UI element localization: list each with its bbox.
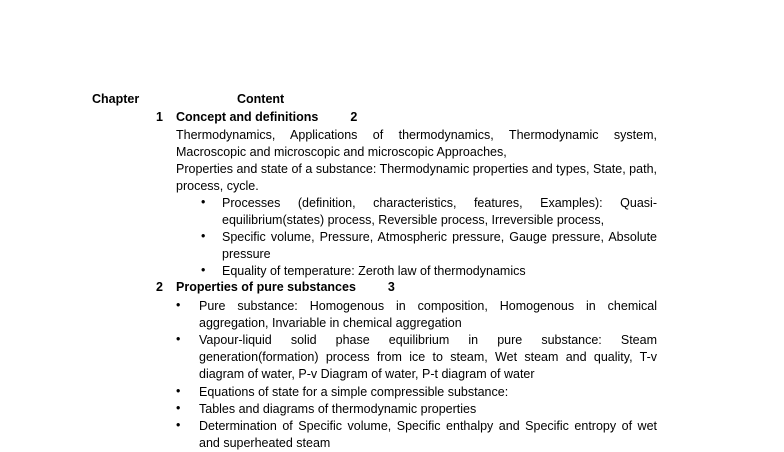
section-1-number: 1 [156,110,163,124]
section-2-bullet-1: Pure substance: Homogenous in composition, Homogenous in chemical aggregation, Invariable in chemical aggregation [199,299,657,330]
chapter-column-header: Chapter [92,92,140,106]
section-2-heading [176,280,395,294]
bullet-dot: • [176,418,181,432]
section-1-heading [176,110,357,124]
section-1-title: Concept and definitions [176,110,319,124]
bullet-dot: • [176,332,181,346]
section-1-bullet-3: Equality of temperature: Zeroth law of thermodynamics [222,264,526,278]
bullet-dot: • [176,401,181,415]
bullet-dot: • [176,384,181,398]
section-2-hours: 3 [387,280,395,294]
bullet-dot: • [201,229,206,243]
content-column-header: Content [237,92,285,106]
section-2-bullet-5: Determination of Specific volume, Specific enthalpy and Specific entropy of wet and superheated steam [199,419,657,450]
section-2-number: 2 [156,280,163,294]
section-2-bullet-4: Tables and diagrams of thermodynamic properties [199,402,477,416]
section-1-paragraph-1: Thermodynamics, Applications of thermodynamics, Thermodynamic system, Macroscopic and microscopic and microscopic Approaches, [176,128,657,159]
section-2-title: Properties of pure substances [176,280,356,294]
section-1-hours: 2 [350,110,358,124]
section-2-bullet-2: Vapour-liquid solid phase equilibrium in pure substance: Steam generation(formation) process from ice to steam, Wet steam and quality, T-v diagram of water, P-v Diagram of water, P-t diagram of water [199,333,657,381]
section-2-bullet-3: Equations of state for a simple compressible substance: [199,385,509,399]
bullet-dot: • [201,263,206,277]
section-1-bullet-2: Specific volume, Pressure, Atmospheric pressure, Gauge pressure, Absolute pressure [222,230,657,261]
section-1-paragraph-2: Properties and state of a substance: Thermodynamic properties and types, State, path, process, cycle. [176,162,657,193]
section-1-bullet-1: Processes (definition, characteristics, features, Examples): Quasi-equilibrium(states) process, Reversible process, Irreversible process, [222,196,657,227]
bullet-dot: • [201,195,206,209]
bullet-dot: • [176,298,181,312]
